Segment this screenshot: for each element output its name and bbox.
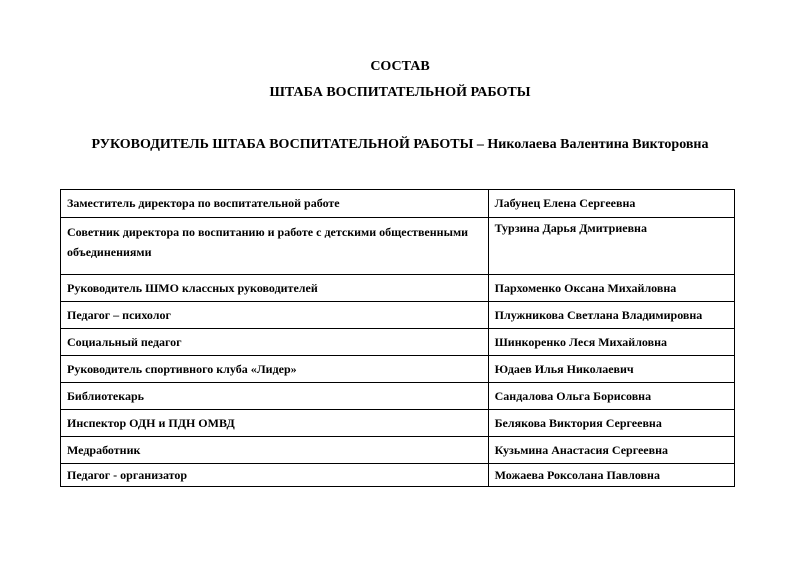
person-cell: Можаева Роксолана Павловна	[488, 464, 734, 487]
role-cell: Педагог – психолог	[61, 302, 489, 329]
table-row	[61, 218, 735, 275]
person-cell: Кузьмина Анастасия Сергеевна	[488, 437, 734, 464]
table-row	[61, 275, 735, 302]
person-cell: Плужникова Светлана Владимировна	[488, 302, 734, 329]
table-row	[61, 356, 735, 383]
role-cell: Библиотекарь	[61, 383, 489, 410]
document-title: СОСТАВ	[370, 59, 430, 74]
table-row	[61, 190, 735, 218]
person-cell: Шинкоренко Леся Михайловна	[488, 329, 734, 356]
person-cell: Лабунец Елена Сергеевна	[488, 190, 734, 218]
table-row	[61, 464, 735, 487]
table-row	[61, 329, 735, 356]
table-row	[61, 437, 735, 464]
document-subtitle: ШТАБА ВОСПИТАТЕЛЬНОЙ РАБОТЫ	[269, 85, 531, 100]
head-of-staff-line: РУКОВОДИТЕЛЬ ШТАБА ВОСПИТАТЕЛЬНОЙ РАБОТЫ – Николаева Валентина Викторовна	[91, 137, 709, 152]
role-cell: Социальный педагог	[61, 329, 489, 356]
person-cell: Сандалова Ольга Борисовна	[488, 383, 734, 410]
role-cell: Советник директора по воспитанию и работе с детскими общественными объединениями	[61, 218, 489, 275]
person-cell: Турзина Дарья Дмитриевна	[488, 218, 734, 275]
table-row	[61, 302, 735, 329]
role-cell: Медработник	[61, 437, 489, 464]
role-cell: Заместитель директора по воспитательной работе	[61, 190, 489, 218]
staff-table	[60, 189, 735, 487]
role-cell: Инспектор ОДН и ПДН ОМВД	[61, 410, 489, 437]
table-row	[61, 410, 735, 437]
table-row	[61, 383, 735, 410]
person-cell: Белякова Виктория Сергеевна	[488, 410, 734, 437]
role-cell: Педагог - организатор	[61, 464, 489, 487]
person-cell: Пархоменко Оксана Михайловна	[488, 275, 734, 302]
role-cell: Руководитель спортивного клуба «Лидер»	[61, 356, 489, 383]
person-cell: Юдаев Илья Николаевич	[488, 356, 734, 383]
role-cell: Руководитель ШМО классных руководителей	[61, 275, 489, 302]
